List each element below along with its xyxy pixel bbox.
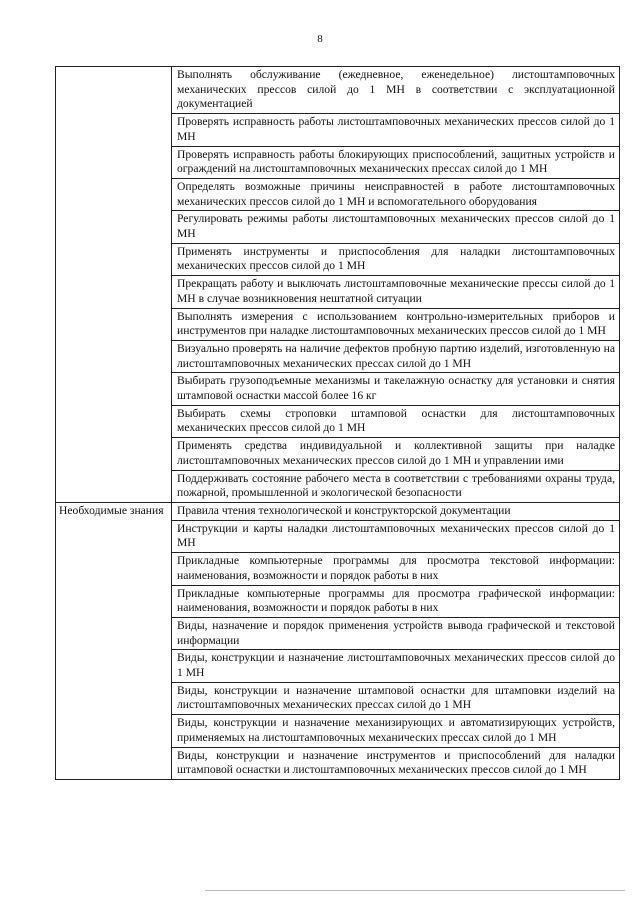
bottom-rule [205, 890, 625, 891]
requirement-item: Виды, назначение и порядок применения устройств вывода графической и текстовой информации [172, 617, 620, 649]
requirement-item: Применять инструменты и приспособления для наладки листоштамповочных механических прессов силой до 1 МН [172, 243, 620, 275]
requirement-item: Определять возможные причины неисправностей в работе листоштамповочных механических прессов силой до 1 МН и вспомогательного оборудования [172, 178, 620, 210]
requirement-item: Прикладные компьютерные программы для просмотра текстовой информации: наименования, возможности и порядок работы в них [172, 553, 620, 585]
requirement-item: Применять средства индивидуальной и коллективной защиты при наладке листоштамповочных механических прессов силой до 1 МН и управлении ими [172, 438, 620, 470]
requirements-table [55, 66, 620, 780]
requirement-item: Прикладные компьютерные программы для просмотра графической информации: наименования, возможности и порядок работы в них [172, 585, 620, 617]
requirement-item: Поддерживать состояние рабочего места в соответствии с требованиями охраны труда, пожарной, промышленной и экологической безопасности [172, 470, 620, 502]
requirement-item: Регулировать режимы работы листоштамповочных механических прессов силой до 1 МН [172, 211, 620, 243]
section-label-skills [56, 67, 172, 503]
requirement-item: Прекращать работу и выключать листоштамповочные механические прессы силой до 1 МН в случае возникновения нештатной ситуации [172, 276, 620, 308]
requirement-item: Виды, конструкции и назначение инструментов и приспособлений для наладки штамповой оснастки и листоштамповочных механических прессов силой до 1 МН [172, 747, 620, 779]
requirement-item: Выбирать грузоподъемные механизмы и такелажную оснастку для установки и снятия штамповой оснастки массой более 16 кг [172, 373, 620, 405]
page-number: 8 [317, 33, 323, 45]
requirement-item: Проверять исправность работы блокирующих приспособлений, защитных устройств и ограждений на листоштамповочных механических прессах силой до 1 МН [172, 146, 620, 178]
requirement-item: Инструкции и карты наладки листоштамповочных механических прессов силой до 1 МН [172, 520, 620, 552]
requirement-item: Визуально проверять на наличие дефектов пробную партию изделий, изготовленную на листоштамповочных механических прессах силой до 1 МН [172, 340, 620, 372]
requirement-item: Виды, конструкции и назначение штамповой оснастки для штамповки изделий на листоштамповочных механических прессах силой до 1 МН [172, 682, 620, 714]
requirement-item: Проверять исправность работы листоштамповочных механических прессов силой до 1 МН [172, 114, 620, 146]
requirement-item: Выполнять обслуживание (ежедневное, еженедельное) листоштамповочных механических прессов силой до 1 МН в соответствии с эксплуатационной документацией [172, 67, 620, 114]
requirement-item: Виды, конструкции и назначение механизирующих и автоматизирующих устройств, применяемых на листоштамповочных механических прессах силой до 1 МН [172, 715, 620, 747]
requirement-item: Виды, конструкции и назначение листоштамповочных механических прессов силой до 1 МН [172, 650, 620, 682]
table-row [56, 502, 620, 520]
requirement-item: Выполнять измерения с использованием контрольно-измерительных приборов и инструментов при наладке листоштамповочных механических прессов силой до 1 МН [172, 308, 620, 340]
table-row [56, 67, 620, 114]
section-label-knowledge: Необходимые знания [56, 502, 172, 779]
requirement-item: Выбирать схемы строповки штамповой оснастки для листоштамповочных механических прессов силой до 1 МН [172, 405, 620, 437]
requirement-item: Правила чтения технологической и конструкторской документации [172, 502, 620, 520]
